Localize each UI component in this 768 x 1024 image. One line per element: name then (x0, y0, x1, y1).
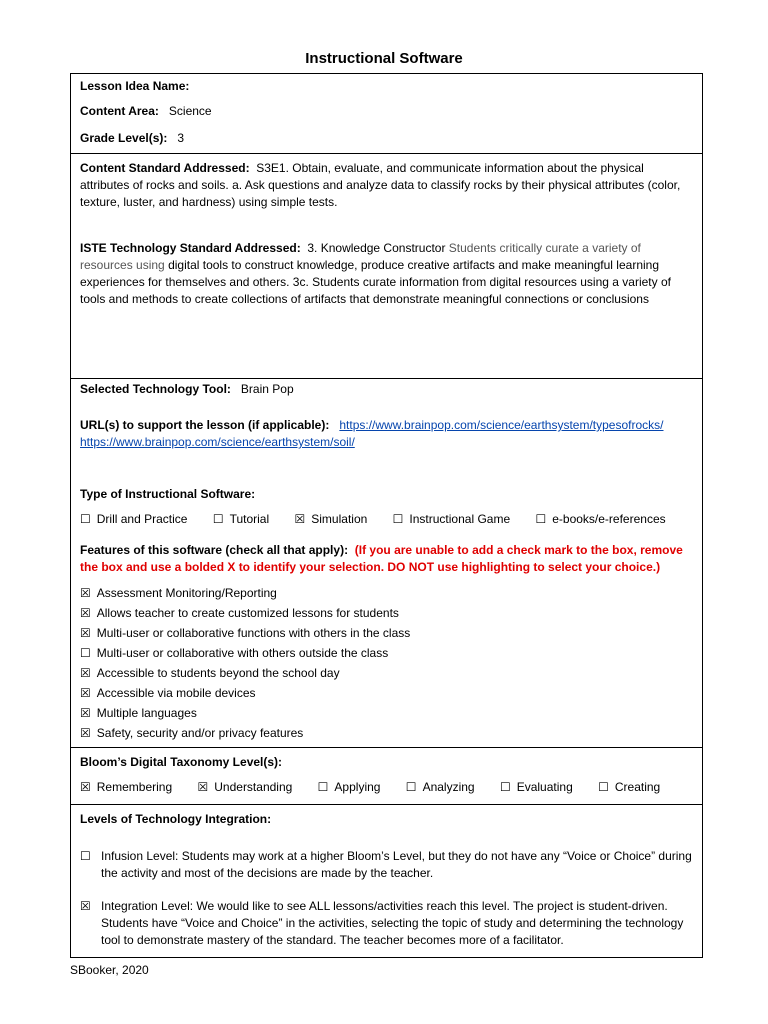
grade-level-value: 3 (177, 131, 185, 145)
software-type-label: Type of Instructional Software: (80, 487, 256, 501)
checked-box-icon: ☒ (80, 899, 91, 913)
technology-tool-section (71, 379, 702, 748)
type-option-ebooks[interactable] (535, 512, 665, 526)
feature-item[interactable] (80, 626, 410, 640)
infusion-level-option[interactable] (80, 848, 692, 882)
checked-box-icon: ☒ (80, 726, 91, 740)
feature-item[interactable] (80, 686, 256, 700)
standards-section (71, 154, 702, 379)
checkbox-icon: ☐ (499, 780, 511, 794)
grade-level-row (80, 131, 184, 145)
content-area-row (80, 104, 212, 118)
content-area-label: Content Area: (80, 104, 159, 118)
blooms-option-label: Analyzing (422, 780, 475, 794)
feature-item[interactable] (80, 606, 399, 620)
iste-standard-text-gray: Students critically curate a variety of resources using (80, 241, 641, 272)
feature-item[interactable] (80, 666, 340, 680)
type-option-simulation[interactable] (295, 512, 368, 526)
blooms-option-applying[interactable] (318, 780, 381, 794)
checkbox-icon: ☐ (80, 512, 91, 526)
lesson-info-section (71, 74, 702, 154)
tool-label: Selected Technology Tool: (80, 382, 231, 396)
url-block (80, 417, 692, 451)
feature-item[interactable] (80, 586, 277, 600)
feature-label: Multi-user or collaborative functions with others in the class (96, 626, 411, 640)
blooms-option-label: Evaluating (516, 780, 573, 794)
checked-box-icon: ☒ (197, 780, 209, 794)
feature-label: Allows teacher to create customized lessons for students (96, 606, 399, 620)
type-option-label: Tutorial (229, 512, 270, 526)
feature-item[interactable] (80, 646, 388, 660)
blooms-option-label: Creating (614, 780, 661, 794)
blooms-option-remembering[interactable] (80, 780, 172, 794)
feature-label: Multi-user or collaborative with others outside the class (96, 646, 389, 660)
integration-label: Levels of Technology Integration: (80, 812, 272, 826)
features-note: (If you are unable to add a check mark to the box, remove the box and use a bolded X to identify your selection. DO NOT use highlighting to select your choice.) (80, 543, 683, 574)
content-standard-label: Content Standard Addressed: (80, 161, 250, 175)
type-option-label: e-books/e-references (552, 512, 666, 526)
type-option-label: Instructional Game (409, 512, 511, 526)
blooms-option-analyzing[interactable] (406, 780, 475, 794)
iste-standard (80, 240, 692, 308)
content-standard (80, 160, 692, 211)
grade-level-label: Grade Level(s): (80, 131, 168, 145)
checked-box-icon: ☒ (80, 586, 91, 600)
checked-box-icon: ☒ (80, 686, 91, 700)
features-label: Features of this software (check all that apply): (80, 543, 349, 557)
blooms-label: Bloom’s Digital Taxonomy Level(s): (80, 755, 283, 769)
feature-label: Assessment Monitoring/Reporting (96, 586, 277, 600)
lesson-idea-label: Lesson Idea Name: (80, 79, 190, 93)
checked-box-icon: ☒ (80, 706, 91, 720)
feature-label: Accessible to students beyond the school day (96, 666, 340, 680)
blooms-option-label: Applying (334, 780, 381, 794)
blooms-options (80, 780, 682, 794)
feature-label: Multiple languages (96, 706, 197, 720)
url-link-rocks[interactable]: https://www.brainpop.com/science/earthsystem/typesofrocks/ (339, 418, 664, 432)
checked-box-icon: ☒ (80, 666, 91, 680)
url-link-soil[interactable]: https://www.brainpop.com/science/earthsystem/soil/ (80, 435, 355, 449)
integration-level-text: Integration Level: We would like to see ALL lessons/activities reach this level. The project is student-driven. Students have “Voice and Choice” in the activities, selecting the topic of study and determining the technology tool to demonstrate mastery of the standard. The teacher becomes more of a facilitator. (101, 899, 684, 947)
blooms-option-understanding[interactable] (197, 780, 292, 794)
blooms-option-label: Remembering (96, 780, 173, 794)
checkbox-icon: ☐ (80, 849, 91, 863)
checked-box-icon: ☒ (294, 512, 306, 526)
checkbox-icon: ☐ (405, 780, 417, 794)
features-heading (80, 542, 692, 576)
type-option-label: Simulation (311, 512, 368, 526)
checkbox-icon: ☐ (392, 512, 404, 526)
tool-row (80, 382, 294, 396)
software-type-options (80, 512, 688, 526)
checkbox-icon: ☐ (535, 512, 547, 526)
integration-level-option[interactable] (80, 898, 692, 949)
checked-box-icon: ☒ (80, 626, 91, 640)
checked-box-icon: ☒ (80, 780, 91, 794)
infusion-level-text: Infusion Level: Students may work at a higher Bloom’s Level, but they do not have any “Voice or Choice” during the activity and most of the decisions are made by the teacher. (101, 849, 692, 880)
feature-label: Accessible via mobile devices (96, 686, 256, 700)
blooms-option-evaluating[interactable] (500, 780, 573, 794)
type-option-game[interactable] (393, 512, 510, 526)
iste-standard-label: ISTE Technology Standard Addressed: (80, 241, 301, 255)
feature-label: Safety, security and/or privacy features (96, 726, 304, 740)
tool-value: Brain Pop (240, 382, 294, 396)
iste-standard-text-2: digital tools to construct knowledge, produce creative artifacts and make meaningful learning experiences for themselves and others. 3c. Students curate information from digital resources using a variety of tools and methods to create collections of artifacts that demonstrate meaningful connections or conclusions (80, 258, 671, 306)
checkbox-icon: ☐ (317, 780, 329, 794)
blooms-section (71, 748, 702, 805)
page-title: Instructional Software (305, 50, 463, 67)
content-standard-text: S3E1. Obtain, evaluate, and communicate information about the physical attributes of rocks and soils. a. Ask questions and analyze data to classify rocks by their physical attributes (color, texture, luster, and hardness) using simple tests. (80, 161, 681, 209)
type-option-tutorial[interactable] (213, 512, 269, 526)
content-area-value: Science (168, 104, 212, 118)
iste-standard-text-1: 3. Knowledge Constructor (307, 241, 446, 255)
feature-item[interactable] (80, 726, 303, 740)
feature-item[interactable] (80, 706, 197, 720)
blooms-option-label: Understanding (214, 780, 293, 794)
type-option-drill[interactable] (80, 512, 187, 526)
checkbox-icon: ☐ (598, 780, 609, 794)
checked-box-icon: ☒ (80, 606, 91, 620)
checkbox-icon: ☐ (212, 512, 224, 526)
checkbox-icon: ☐ (80, 646, 91, 660)
url-label: URL(s) to support the lesson (if applicable): (80, 418, 330, 432)
lesson-form (70, 73, 703, 958)
type-option-label: Drill and Practice (96, 512, 188, 526)
footer-credit: SBooker, 2020 (70, 963, 149, 977)
blooms-option-creating[interactable] (598, 780, 660, 794)
integration-section (71, 805, 702, 957)
